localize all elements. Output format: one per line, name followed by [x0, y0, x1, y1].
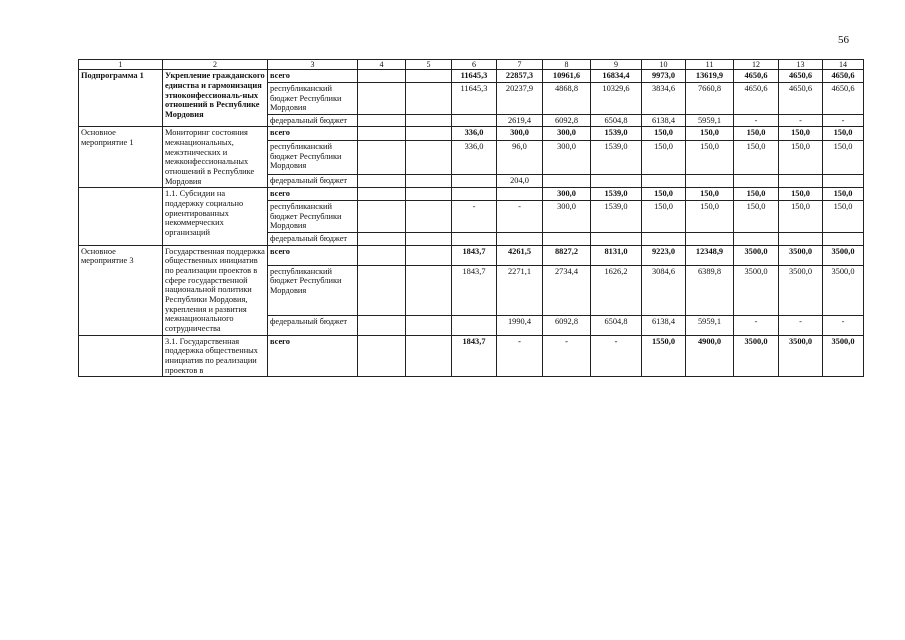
value-cell: -: [779, 114, 823, 127]
value-cell: 4900,0: [686, 335, 734, 377]
value-cell: 150,0: [823, 201, 864, 233]
value-cell: [452, 174, 497, 187]
table-row: [79, 188, 864, 201]
value-cell: [543, 174, 591, 187]
value-cell: [406, 127, 452, 140]
column-header: 4: [358, 60, 406, 70]
value-cell: [358, 114, 406, 127]
value-cell: 4650,6: [779, 82, 823, 114]
value-cell: [358, 70, 406, 83]
value-cell: -: [543, 335, 591, 377]
funding-source-cell: республиканский бюджет Республики Мордовия: [268, 265, 358, 315]
value-cell: [452, 233, 497, 246]
value-cell: 3500,0: [823, 265, 864, 315]
column-header: 12: [734, 60, 779, 70]
value-cell: 1843,7: [452, 245, 497, 265]
program-name-cell: Основное мероприятие 1: [79, 127, 163, 188]
value-cell: [779, 233, 823, 246]
value-cell: 6138,4: [642, 315, 686, 335]
value-cell: 9223,0: [642, 245, 686, 265]
value-cell: [358, 233, 406, 246]
value-cell: [452, 114, 497, 127]
value-cell: 3084,6: [642, 265, 686, 315]
value-cell: [591, 233, 642, 246]
funding-source-cell: всего: [268, 127, 358, 140]
value-cell: [358, 201, 406, 233]
value-cell: 4650,6: [823, 70, 864, 83]
value-cell: -: [591, 335, 642, 377]
measure-description-cell: 1.1. Субсидии на поддержку социально ориентированных некоммерческих организаций: [163, 188, 268, 245]
value-cell: 300,0: [543, 140, 591, 174]
value-cell: 8827,2: [543, 245, 591, 265]
value-cell: 5959,1: [686, 114, 734, 127]
table-row: [79, 335, 864, 377]
value-cell: [779, 174, 823, 187]
value-cell: [358, 265, 406, 315]
value-cell: 20237,9: [497, 82, 543, 114]
value-cell: -: [497, 201, 543, 233]
value-cell: 96,0: [497, 140, 543, 174]
value-cell: [406, 315, 452, 335]
value-cell: 2271,1: [497, 265, 543, 315]
funding-source-cell: федеральный бюджет: [268, 315, 358, 335]
value-cell: 3500,0: [779, 245, 823, 265]
value-cell: [642, 233, 686, 246]
value-cell: 150,0: [734, 127, 779, 140]
program-name-cell: Подпрограмма 1: [79, 70, 163, 127]
value-cell: 150,0: [642, 188, 686, 201]
value-cell: [686, 174, 734, 187]
value-cell: 150,0: [779, 188, 823, 201]
value-cell: 1843,7: [452, 265, 497, 315]
value-cell: 3500,0: [823, 335, 864, 377]
value-cell: 11645,3: [452, 70, 497, 83]
value-cell: 6138,4: [642, 114, 686, 127]
value-cell: 336,0: [452, 127, 497, 140]
value-cell: 150,0: [686, 201, 734, 233]
value-cell: 1843,7: [452, 335, 497, 377]
value-cell: 3500,0: [734, 245, 779, 265]
value-cell: 10329,6: [591, 82, 642, 114]
value-cell: [823, 233, 864, 246]
value-cell: [406, 174, 452, 187]
value-cell: -: [823, 315, 864, 335]
value-cell: [452, 315, 497, 335]
value-cell: [358, 174, 406, 187]
value-cell: 16834,4: [591, 70, 642, 83]
value-cell: [734, 233, 779, 246]
budget-table: [78, 59, 864, 377]
column-header: 13: [779, 60, 823, 70]
value-cell: 22857,3: [497, 70, 543, 83]
funding-source-cell: федеральный бюджет: [268, 114, 358, 127]
value-cell: 6504,8: [591, 114, 642, 127]
table-row: [79, 70, 864, 83]
measure-description-cell: Мониторинг состояния межнациональных, межэтнических и межконфессиональных отношений в Республике Мордовия: [163, 127, 268, 188]
value-cell: 150,0: [823, 127, 864, 140]
value-cell: [406, 140, 452, 174]
value-cell: -: [452, 201, 497, 233]
value-cell: 13619,9: [686, 70, 734, 83]
table-header-row: [79, 60, 864, 70]
value-cell: [358, 140, 406, 174]
value-cell: [406, 265, 452, 315]
value-cell: 5959,1: [686, 315, 734, 335]
value-cell: 4650,6: [779, 70, 823, 83]
value-cell: 7660,8: [686, 82, 734, 114]
funding-source-cell: республиканский бюджет Республики Мордовия: [268, 140, 358, 174]
value-cell: -: [497, 335, 543, 377]
column-header: 11: [686, 60, 734, 70]
value-cell: [591, 174, 642, 187]
value-cell: 8131,0: [591, 245, 642, 265]
value-cell: 4868,8: [543, 82, 591, 114]
funding-source-cell: федеральный бюджет: [268, 233, 358, 246]
value-cell: 300,0: [543, 127, 591, 140]
value-cell: 4261,5: [497, 245, 543, 265]
value-cell: [358, 335, 406, 377]
value-cell: 4650,6: [823, 82, 864, 114]
value-cell: [406, 335, 452, 377]
value-cell: 12348,9: [686, 245, 734, 265]
value-cell: 2619,4: [497, 114, 543, 127]
value-cell: 150,0: [779, 201, 823, 233]
value-cell: [642, 174, 686, 187]
value-cell: 4650,6: [734, 82, 779, 114]
value-cell: [358, 82, 406, 114]
program-name-cell: [79, 335, 163, 377]
column-header: 1: [79, 60, 163, 70]
column-header: 3: [268, 60, 358, 70]
value-cell: 3834,6: [642, 82, 686, 114]
column-header: 10: [642, 60, 686, 70]
value-cell: 300,0: [497, 127, 543, 140]
value-cell: [358, 245, 406, 265]
value-cell: 3500,0: [823, 245, 864, 265]
value-cell: 1539,0: [591, 201, 642, 233]
value-cell: [406, 82, 452, 114]
funding-source-cell: федеральный бюджет: [268, 174, 358, 187]
funding-source-cell: всего: [268, 245, 358, 265]
column-header: 6: [452, 60, 497, 70]
value-cell: 150,0: [734, 140, 779, 174]
program-name-cell: [79, 188, 163, 245]
value-cell: [358, 127, 406, 140]
value-cell: -: [734, 315, 779, 335]
value-cell: [406, 233, 452, 246]
value-cell: [358, 188, 406, 201]
value-cell: 150,0: [642, 127, 686, 140]
value-cell: 204,0: [497, 174, 543, 187]
value-cell: 1626,2: [591, 265, 642, 315]
value-cell: 150,0: [823, 140, 864, 174]
value-cell: [452, 188, 497, 201]
measure-description-cell: Укрепление гражданского единства и гармонизация этноконфессиональ-ных отношений в Республике Мордовия: [163, 70, 268, 127]
column-header: 2: [163, 60, 268, 70]
value-cell: [358, 315, 406, 335]
value-cell: 150,0: [686, 140, 734, 174]
value-cell: [823, 174, 864, 187]
value-cell: 150,0: [642, 140, 686, 174]
value-cell: 336,0: [452, 140, 497, 174]
table-row: [79, 127, 864, 140]
value-cell: [497, 188, 543, 201]
value-cell: -: [779, 315, 823, 335]
column-header: 5: [406, 60, 452, 70]
funding-source-cell: всего: [268, 335, 358, 377]
value-cell: 6504,8: [591, 315, 642, 335]
value-cell: 6092,8: [543, 315, 591, 335]
page-number: 56: [838, 34, 849, 46]
funding-source-cell: республиканский бюджет Республики Мордовия: [268, 201, 358, 233]
value-cell: 3500,0: [734, 265, 779, 315]
value-cell: 300,0: [543, 188, 591, 201]
value-cell: 1550,0: [642, 335, 686, 377]
funding-source-cell: республиканский бюджет Республики Мордовия: [268, 82, 358, 114]
value-cell: 2734,4: [543, 265, 591, 315]
value-cell: 1990,4: [497, 315, 543, 335]
measure-description-cell: 3.1. Государственная поддержка общественных инициатив по реализации проектов в: [163, 335, 268, 377]
value-cell: 6092,8: [543, 114, 591, 127]
column-header: 9: [591, 60, 642, 70]
value-cell: 150,0: [642, 201, 686, 233]
column-header: 8: [543, 60, 591, 70]
value-cell: [686, 233, 734, 246]
value-cell: 3500,0: [779, 335, 823, 377]
column-header: 14: [823, 60, 864, 70]
value-cell: [406, 245, 452, 265]
value-cell: 150,0: [779, 127, 823, 140]
funding-source-cell: всего: [268, 70, 358, 83]
value-cell: 4650,6: [734, 70, 779, 83]
column-header: 7: [497, 60, 543, 70]
value-cell: [734, 174, 779, 187]
value-cell: [406, 188, 452, 201]
value-cell: 150,0: [734, 201, 779, 233]
measure-description-cell: Государственная поддержка общественных инициатив по реализации проектов в сфере государственной национальной политики Республики Мордовия, укрепления и развития межнационального сотрудничества: [163, 245, 268, 335]
value-cell: 9973,0: [642, 70, 686, 83]
value-cell: 1539,0: [591, 188, 642, 201]
value-cell: -: [823, 114, 864, 127]
value-cell: [543, 233, 591, 246]
value-cell: 150,0: [686, 127, 734, 140]
value-cell: 11645,3: [452, 82, 497, 114]
table-row: [79, 245, 864, 265]
value-cell: [406, 201, 452, 233]
value-cell: 10961,6: [543, 70, 591, 83]
value-cell: [497, 233, 543, 246]
funding-source-cell: всего: [268, 188, 358, 201]
value-cell: 3500,0: [779, 265, 823, 315]
value-cell: -: [734, 114, 779, 127]
value-cell: 1539,0: [591, 140, 642, 174]
value-cell: 1539,0: [591, 127, 642, 140]
value-cell: [406, 70, 452, 83]
program-name-cell: Основное мероприятие 3: [79, 245, 163, 335]
value-cell: 150,0: [686, 188, 734, 201]
value-cell: 6389,8: [686, 265, 734, 315]
value-cell: [406, 114, 452, 127]
value-cell: 150,0: [734, 188, 779, 201]
value-cell: 3500,0: [734, 335, 779, 377]
value-cell: 150,0: [779, 140, 823, 174]
value-cell: 150,0: [823, 188, 864, 201]
value-cell: 300,0: [543, 201, 591, 233]
